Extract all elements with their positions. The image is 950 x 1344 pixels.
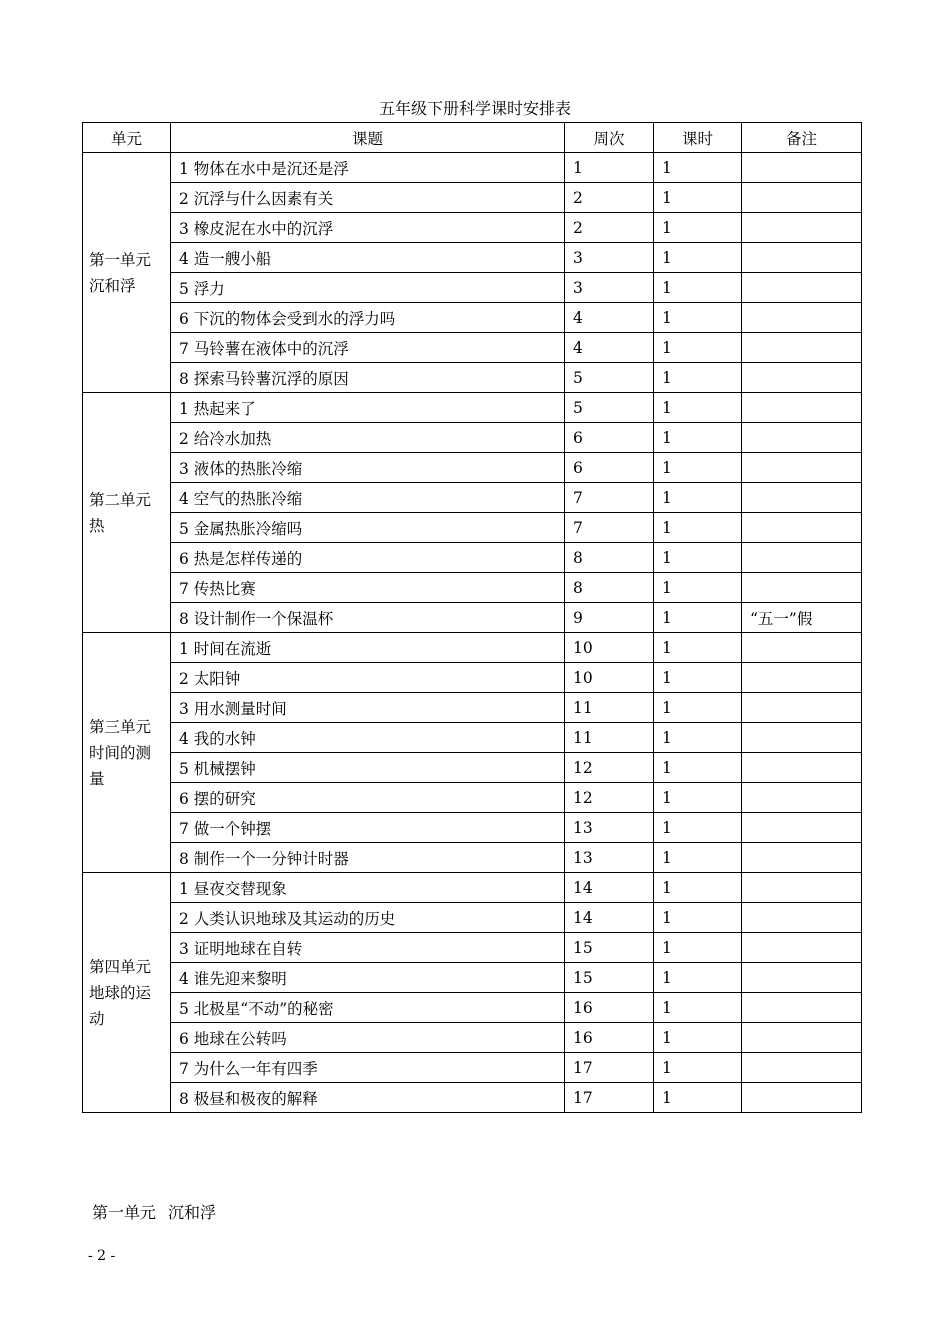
lesson-cell: 4 谁先迎来黎明 (171, 963, 565, 993)
note-cell (742, 213, 862, 243)
unit-cell (83, 153, 171, 393)
unit-cell (83, 873, 171, 1113)
table-row (83, 573, 862, 603)
week-cell: 11 (565, 723, 654, 753)
week-cell: 4 (565, 303, 654, 333)
lesson-cell: 4 我的水钟 (171, 723, 565, 753)
table-row (83, 663, 862, 693)
header-lesson: 课题 (171, 123, 565, 153)
section-topic: 沉和浮 (168, 1203, 217, 1222)
week-cell: 7 (565, 483, 654, 513)
hours-cell: 1 (654, 273, 742, 303)
note-cell (742, 303, 862, 333)
note-cell (742, 873, 862, 903)
header-hours: 课时 (654, 123, 742, 153)
hours-cell: 1 (654, 1023, 742, 1053)
note-cell (742, 723, 862, 753)
header-note: 备注 (742, 123, 862, 153)
lesson-cell: 2 给冷水加热 (171, 423, 565, 453)
hours-cell: 1 (654, 333, 742, 363)
lesson-cell: 1 昼夜交替现象 (171, 873, 565, 903)
hours-cell: 1 (654, 933, 742, 963)
table-row (83, 873, 862, 903)
note-cell (742, 273, 862, 303)
lesson-cell: 2 人类认识地球及其运动的历史 (171, 903, 565, 933)
table-row (83, 1053, 862, 1083)
week-cell: 17 (565, 1083, 654, 1113)
week-cell: 10 (565, 633, 654, 663)
hours-cell: 1 (654, 993, 742, 1023)
lesson-cell: 3 证明地球在自转 (171, 933, 565, 963)
lesson-cell: 8 探索马铃薯沉浮的原因 (171, 363, 565, 393)
week-cell: 4 (565, 333, 654, 363)
week-cell: 16 (565, 1023, 654, 1053)
week-cell: 9 (565, 603, 654, 633)
unit-name-line: 第三单元 (89, 717, 152, 736)
unit-name-line: 第二单元 (89, 490, 152, 509)
hours-cell: 1 (654, 453, 742, 483)
note-cell (742, 813, 862, 843)
week-cell: 6 (565, 423, 654, 453)
note-cell (742, 363, 862, 393)
hours-cell: 1 (654, 1083, 742, 1113)
hours-cell: 1 (654, 243, 742, 273)
week-cell: 2 (565, 183, 654, 213)
table-row (83, 993, 862, 1023)
table-row (83, 363, 862, 393)
unit-name-line: 量 (89, 769, 105, 788)
table-row (83, 543, 862, 573)
table-row (83, 273, 862, 303)
hours-cell: 1 (654, 873, 742, 903)
hours-cell: 1 (654, 603, 742, 633)
note-cell: “五一”假 (742, 603, 862, 633)
week-cell: 14 (565, 903, 654, 933)
lesson-cell: 2 太阳钟 (171, 663, 565, 693)
table-row (83, 213, 862, 243)
week-cell: 11 (565, 693, 654, 723)
note-cell (742, 453, 862, 483)
hours-cell: 1 (654, 783, 742, 813)
week-cell: 1 (565, 153, 654, 183)
table-row (83, 423, 862, 453)
lesson-cell: 8 制作一个一分钟计时器 (171, 843, 565, 873)
header-unit: 单元 (83, 123, 171, 153)
hours-cell: 1 (654, 1053, 742, 1083)
week-cell: 13 (565, 843, 654, 873)
table-row (83, 843, 862, 873)
unit-name-line: 动 (89, 1009, 105, 1028)
lesson-cell: 7 为什么一年有四季 (171, 1053, 565, 1083)
lesson-cell: 6 下沉的物体会受到水的浮力吗 (171, 303, 565, 333)
table-row (83, 393, 862, 423)
table-row (83, 693, 862, 723)
table-row (83, 723, 862, 753)
week-cell: 2 (565, 213, 654, 243)
hours-cell: 1 (654, 963, 742, 993)
week-cell: 7 (565, 513, 654, 543)
week-cell: 14 (565, 873, 654, 903)
lesson-cell: 7 做一个钟摆 (171, 813, 565, 843)
hours-cell: 1 (654, 153, 742, 183)
note-cell (742, 933, 862, 963)
lesson-cell: 2 沉浮与什么因素有关 (171, 183, 565, 213)
lesson-cell: 1 热起来了 (171, 393, 565, 423)
note-cell (742, 903, 862, 933)
page-number: - 2 - (88, 1248, 116, 1264)
table-row (83, 753, 862, 783)
hours-cell: 1 (654, 543, 742, 573)
hours-cell: 1 (654, 513, 742, 543)
unit-name-line: 时间的测 (89, 743, 152, 762)
week-cell: 8 (565, 543, 654, 573)
hours-cell: 1 (654, 723, 742, 753)
note-cell (742, 843, 862, 873)
week-cell: 12 (565, 753, 654, 783)
week-cell: 17 (565, 1053, 654, 1083)
section-unit: 第一单元 (92, 1203, 157, 1222)
note-cell (742, 243, 862, 273)
note-cell (742, 1053, 862, 1083)
lesson-cell: 6 热是怎样传递的 (171, 543, 565, 573)
week-cell: 6 (565, 453, 654, 483)
note-cell (742, 423, 862, 453)
hours-cell: 1 (654, 663, 742, 693)
table-row (83, 963, 862, 993)
lesson-cell: 5 金属热胀冷缩吗 (171, 513, 565, 543)
table-row (83, 303, 862, 333)
hours-cell: 1 (654, 813, 742, 843)
table-row (83, 333, 862, 363)
note-cell (742, 693, 862, 723)
note-cell (742, 183, 862, 213)
unit-name-line: 热 (89, 516, 105, 535)
lesson-cell: 1 物体在水中是沉还是浮 (171, 153, 565, 183)
lesson-cell: 3 液体的热胀冷缩 (171, 453, 565, 483)
header-week: 周次 (565, 123, 654, 153)
table-row (83, 1083, 862, 1113)
table-row (83, 783, 862, 813)
schedule-table (82, 122, 862, 1113)
note-cell (742, 513, 862, 543)
week-cell: 3 (565, 273, 654, 303)
unit-cell (83, 393, 171, 633)
week-cell: 12 (565, 783, 654, 813)
page-title: 五年级下册科学课时安排表 (378, 99, 571, 118)
hours-cell: 1 (654, 753, 742, 783)
section-heading (92, 1200, 228, 1223)
hours-cell: 1 (654, 393, 742, 423)
table-row (83, 453, 862, 483)
lesson-cell: 8 设计制作一个保温杯 (171, 603, 565, 633)
lesson-cell: 6 摆的研究 (171, 783, 565, 813)
lesson-cell: 4 空气的热胀冷缩 (171, 483, 565, 513)
table-body (83, 153, 862, 1113)
note-cell (742, 543, 862, 573)
lesson-cell: 5 机械摆钟 (171, 753, 565, 783)
lesson-cell: 3 用水测量时间 (171, 693, 565, 723)
lesson-cell: 7 传热比赛 (171, 573, 565, 603)
hours-cell: 1 (654, 843, 742, 873)
note-cell (742, 993, 862, 1023)
lesson-cell: 5 北极星“不动”的秘密 (171, 993, 565, 1023)
lesson-cell: 7 马铃薯在液体中的沉浮 (171, 333, 565, 363)
table-row (83, 483, 862, 513)
hours-cell: 1 (654, 693, 742, 723)
hours-cell: 1 (654, 363, 742, 393)
note-cell (742, 963, 862, 993)
table-row (83, 603, 862, 633)
table-row (83, 243, 862, 273)
table-header-row (83, 123, 862, 153)
lesson-cell: 5 浮力 (171, 273, 565, 303)
lesson-cell: 1 时间在流逝 (171, 633, 565, 663)
table-row (83, 903, 862, 933)
week-cell: 5 (565, 363, 654, 393)
hours-cell: 1 (654, 633, 742, 663)
week-cell: 15 (565, 963, 654, 993)
hours-cell: 1 (654, 213, 742, 243)
week-cell: 3 (565, 243, 654, 273)
table-row (83, 633, 862, 663)
note-cell (742, 333, 862, 363)
unit-name-line: 地球的运 (89, 983, 152, 1002)
note-cell (742, 153, 862, 183)
hours-cell: 1 (654, 183, 742, 213)
unit-name-line: 第一单元 (89, 250, 152, 269)
week-cell: 15 (565, 933, 654, 963)
week-cell: 13 (565, 813, 654, 843)
lesson-cell: 8 极昼和极夜的解释 (171, 1083, 565, 1113)
unit-name-line: 沉和浮 (89, 276, 136, 295)
week-cell: 16 (565, 993, 654, 1023)
unit-name-line: 第四单元 (89, 957, 152, 976)
table-row (83, 513, 862, 543)
week-cell: 8 (565, 573, 654, 603)
note-cell (742, 783, 862, 813)
note-cell (742, 1023, 862, 1053)
week-cell: 5 (565, 393, 654, 423)
table-row (83, 933, 862, 963)
week-cell: 10 (565, 663, 654, 693)
note-cell (742, 483, 862, 513)
unit-cell (83, 633, 171, 873)
hours-cell: 1 (654, 573, 742, 603)
note-cell (742, 393, 862, 423)
note-cell (742, 663, 862, 693)
note-cell (742, 633, 862, 663)
table-row (83, 1023, 862, 1053)
hours-cell: 1 (654, 903, 742, 933)
lesson-cell: 3 橡皮泥在水中的沉浮 (171, 213, 565, 243)
lesson-cell: 4 造一艘小船 (171, 243, 565, 273)
note-cell (742, 753, 862, 783)
note-cell (742, 1083, 862, 1113)
lesson-cell: 6 地球在公转吗 (171, 1023, 565, 1053)
table-row (83, 183, 862, 213)
hours-cell: 1 (654, 483, 742, 513)
hours-cell: 1 (654, 303, 742, 333)
table-row (83, 153, 862, 183)
hours-cell: 1 (654, 423, 742, 453)
table-row (83, 813, 862, 843)
note-cell (742, 573, 862, 603)
